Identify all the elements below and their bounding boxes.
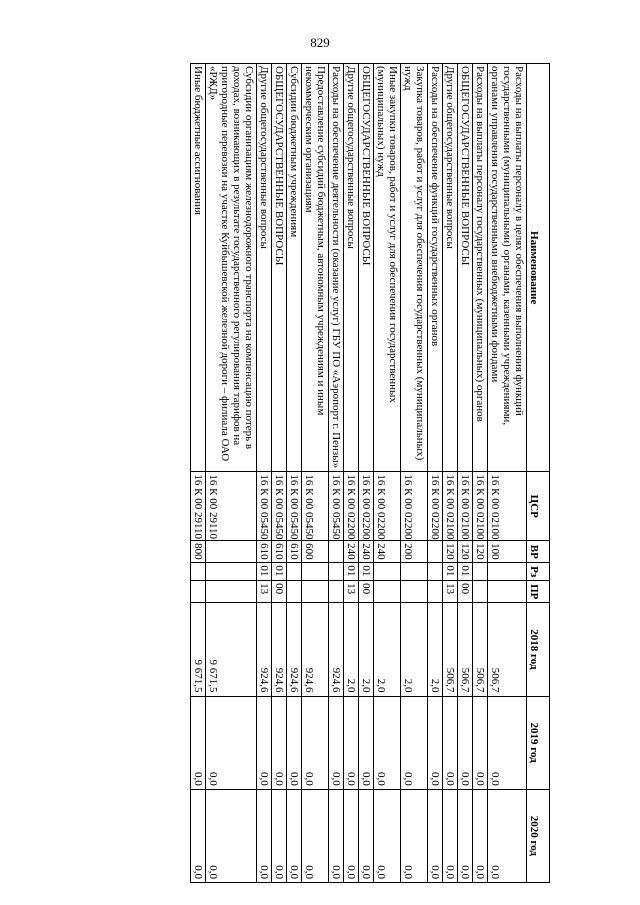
cell-2019: 0,0 — [257, 696, 272, 789]
cell-pr: 13 — [344, 581, 359, 603]
cell-rz: 01 — [344, 563, 359, 581]
cell-rz: 01 — [359, 563, 374, 581]
cell-pr — [287, 581, 302, 603]
table-row — [206, 64, 257, 883]
table-row — [359, 64, 374, 883]
cell-pr: 00 — [458, 581, 473, 603]
cell-csr: 16 К 00 05450 — [302, 472, 329, 541]
header-name: Наименование — [527, 64, 550, 472]
cell-name: Другие общегосударственные вопросы — [257, 64, 272, 472]
cell-pr: 13 — [257, 581, 272, 603]
cell-rz — [329, 563, 344, 581]
cell-rz — [287, 563, 302, 581]
cell-name: Иные бюджетные ассигнования — [191, 64, 206, 472]
cell-pr — [428, 581, 443, 603]
cell-vr: 200 — [401, 541, 428, 563]
cell-name: Субсидии организациям железнодорожного транспорта на компенсацию потерь в доходах, возникающих в результате государственного регулирования тарифов на пригородные перевозки на участке Куйбышевской железной дороги – филиала ОАО «РЖД» — [206, 64, 257, 472]
cell-2018: 924,6 — [272, 603, 287, 696]
cell-rz — [302, 563, 329, 581]
cell-2018: 2,0 — [428, 603, 443, 696]
cell-rz — [374, 563, 401, 581]
table-row — [443, 64, 458, 883]
cell-name: Субсидии бюджетным учреждениям — [287, 64, 302, 472]
cell-2018: 2,0 — [401, 603, 428, 696]
cell-2020: 0,0 — [428, 789, 443, 882]
cell-2020: 0,0 — [287, 789, 302, 882]
cell-name: ОБЩЕГОСУДАРСТВЕННЫЕ ВОПРОСЫ — [272, 64, 287, 472]
budget-table — [190, 63, 550, 883]
cell-2019: 0,0 — [473, 696, 488, 789]
rotated-page-region — [90, 63, 550, 883]
table-row — [302, 64, 329, 883]
cell-pr — [329, 581, 344, 603]
header-pr: ПР — [527, 581, 550, 603]
table-row — [488, 64, 527, 883]
cell-pr — [488, 581, 527, 603]
cell-2018: 2,0 — [344, 603, 359, 696]
cell-vr: 120 — [458, 541, 473, 563]
cell-rz — [488, 563, 527, 581]
cell-2019: 0,0 — [359, 696, 374, 789]
cell-csr: 16 К 00 02200 — [401, 472, 428, 541]
cell-2019: 0,0 — [272, 696, 287, 789]
cell-pr — [401, 581, 428, 603]
cell-csr: 16 К 00 02100 — [488, 472, 527, 541]
cell-csr: 16 К 00 02200 — [374, 472, 401, 541]
header-vr: ВР — [527, 541, 550, 563]
cell-name: Другие общегосударственные вопросы — [443, 64, 458, 472]
cell-name: Другие общегосударственные вопросы — [344, 64, 359, 472]
cell-vr: 240 — [344, 541, 359, 563]
cell-2018: 9 671,5 — [206, 603, 257, 696]
cell-2020: 0,0 — [272, 789, 287, 882]
cell-2018: 924,6 — [257, 603, 272, 696]
cell-csr: 16 К 00 29110 — [191, 472, 206, 541]
cell-csr: 16 К 00 02100 — [458, 472, 473, 541]
table-row — [458, 64, 473, 883]
cell-vr — [206, 541, 257, 563]
cell-2020: 0,0 — [374, 789, 401, 882]
cell-vr — [428, 541, 443, 563]
cell-vr: 120 — [473, 541, 488, 563]
cell-2020: 0,0 — [458, 789, 473, 882]
cell-2018: 924,6 — [287, 603, 302, 696]
cell-2018: 9 671,5 — [191, 603, 206, 696]
header-2019: 2019 год — [527, 696, 550, 789]
cell-csr: 16 К 00 02200 — [428, 472, 443, 541]
cell-2019: 0,0 — [191, 696, 206, 789]
cell-2019: 0,0 — [401, 696, 428, 789]
header-csr: ЦСР — [527, 472, 550, 541]
cell-name: Расходы на выплаты персоналу государственных (муниципальных) органов — [473, 64, 488, 472]
cell-pr: 00 — [359, 581, 374, 603]
cell-vr: 100 — [488, 541, 527, 563]
cell-csr: 16 К 00 02100 — [443, 472, 458, 541]
cell-2019: 0,0 — [443, 696, 458, 789]
cell-rz — [191, 563, 206, 581]
cell-vr: 600 — [302, 541, 329, 563]
table-row — [374, 64, 401, 883]
cell-name: Иные закупки товаров, работ и услуг для обеспечения государственных (муниципальных) нужд — [374, 64, 401, 472]
header-2020: 2020 год — [527, 789, 550, 882]
cell-2019: 0,0 — [206, 696, 257, 789]
cell-2018: 924,6 — [329, 603, 344, 696]
cell-vr: 240 — [359, 541, 374, 563]
cell-2020: 0,0 — [401, 789, 428, 882]
table-row — [272, 64, 287, 883]
cell-pr: 00 — [272, 581, 287, 603]
header-rz: Рз — [527, 563, 550, 581]
cell-pr — [302, 581, 329, 603]
cell-vr: 240 — [374, 541, 401, 563]
cell-2019: 0,0 — [329, 696, 344, 789]
cell-pr — [206, 581, 257, 603]
cell-2018: 2,0 — [359, 603, 374, 696]
table-header-row — [527, 64, 550, 883]
cell-2018: 506,7 — [473, 603, 488, 696]
cell-csr: 16 К 00 02200 — [344, 472, 359, 541]
cell-csr: 16 К 00 05450 — [272, 472, 287, 541]
cell-2018: 924,6 — [302, 603, 329, 696]
cell-2019: 0,0 — [287, 696, 302, 789]
table-row — [344, 64, 359, 883]
header-2018: 2018 год — [527, 603, 550, 696]
cell-rz — [428, 563, 443, 581]
cell-rz: 01 — [458, 563, 473, 581]
cell-pr — [374, 581, 401, 603]
cell-2018: 506,7 — [488, 603, 527, 696]
cell-vr: 120 — [443, 541, 458, 563]
cell-csr: 16 К 00 02100 — [473, 472, 488, 541]
cell-rz — [401, 563, 428, 581]
cell-2019: 0,0 — [458, 696, 473, 789]
cell-2019: 0,0 — [302, 696, 329, 789]
table-row — [473, 64, 488, 883]
cell-name: ОБЩЕГОСУДАРСТВЕННЫЕ ВОПРОСЫ — [359, 64, 374, 472]
cell-vr: 610 — [287, 541, 302, 563]
cell-2020: 0,0 — [473, 789, 488, 882]
cell-name: Расходы на обеспечение функций государственных органов — [428, 64, 443, 472]
cell-2020: 0,0 — [488, 789, 527, 882]
table-row — [257, 64, 272, 883]
cell-name: ОБЩЕГОСУДАРСТВЕННЫЕ ВОПРОСЫ — [458, 64, 473, 472]
table-row — [329, 64, 344, 883]
cell-2020: 0,0 — [443, 789, 458, 882]
cell-vr: 610 — [272, 541, 287, 563]
cell-2020: 0,0 — [206, 789, 257, 882]
cell-rz — [473, 563, 488, 581]
cell-csr: 16 К 00 05450 — [329, 472, 344, 541]
cell-2020: 0,0 — [344, 789, 359, 882]
table-body — [191, 64, 527, 883]
cell-rz — [206, 563, 257, 581]
cell-csr: 16 К 00 05450 — [287, 472, 302, 541]
cell-2020: 0,0 — [329, 789, 344, 882]
rotated-table-container — [90, 63, 550, 883]
cell-name: Расходы на обеспечение деятельности (оказание услуг) ГБУ ПО «Аэропорт г. Пензы» — [329, 64, 344, 472]
cell-rz: 01 — [272, 563, 287, 581]
cell-name: Расходы на выплаты персоналу в целях обеспечения выполнения функций государственными (муниципальными) органами, казенными учреждениями, органами управления государственными внебюджетными фондами — [488, 64, 527, 472]
cell-name: Предоставление субсидий бюджетным, автономным учреждениям и иным некоммерческим организациям — [302, 64, 329, 472]
table-row — [287, 64, 302, 883]
cell-2018: 506,7 — [443, 603, 458, 696]
cell-pr — [473, 581, 488, 603]
cell-rz: 01 — [443, 563, 458, 581]
cell-vr: 610 — [257, 541, 272, 563]
cell-pr — [191, 581, 206, 603]
cell-csr: 16 К 00 02200 — [359, 472, 374, 541]
cell-pr: 13 — [443, 581, 458, 603]
cell-2020: 0,0 — [257, 789, 272, 882]
cell-2018: 2,0 — [374, 603, 401, 696]
cell-2019: 0,0 — [344, 696, 359, 789]
page-number: 829 — [310, 35, 330, 50]
cell-csr: 16 К 00 05450 — [257, 472, 272, 541]
cell-vr — [329, 541, 344, 563]
table-row — [191, 64, 206, 883]
cell-2019: 0,0 — [374, 696, 401, 789]
table-row — [428, 64, 443, 883]
cell-csr: 16 К 00 29110 — [206, 472, 257, 541]
cell-name: Закупка товаров, работ и услуг для обеспечения государственных (муниципальных) нужд — [401, 64, 428, 472]
cell-2019: 0,0 — [428, 696, 443, 789]
cell-2020: 0,0 — [191, 789, 206, 882]
cell-rz: 01 — [257, 563, 272, 581]
cell-2019: 0,0 — [488, 696, 527, 789]
cell-2020: 0,0 — [359, 789, 374, 882]
cell-2018: 506,7 — [458, 603, 473, 696]
table-row — [401, 64, 428, 883]
cell-2020: 0,0 — [302, 789, 329, 882]
cell-vr: 800 — [191, 541, 206, 563]
